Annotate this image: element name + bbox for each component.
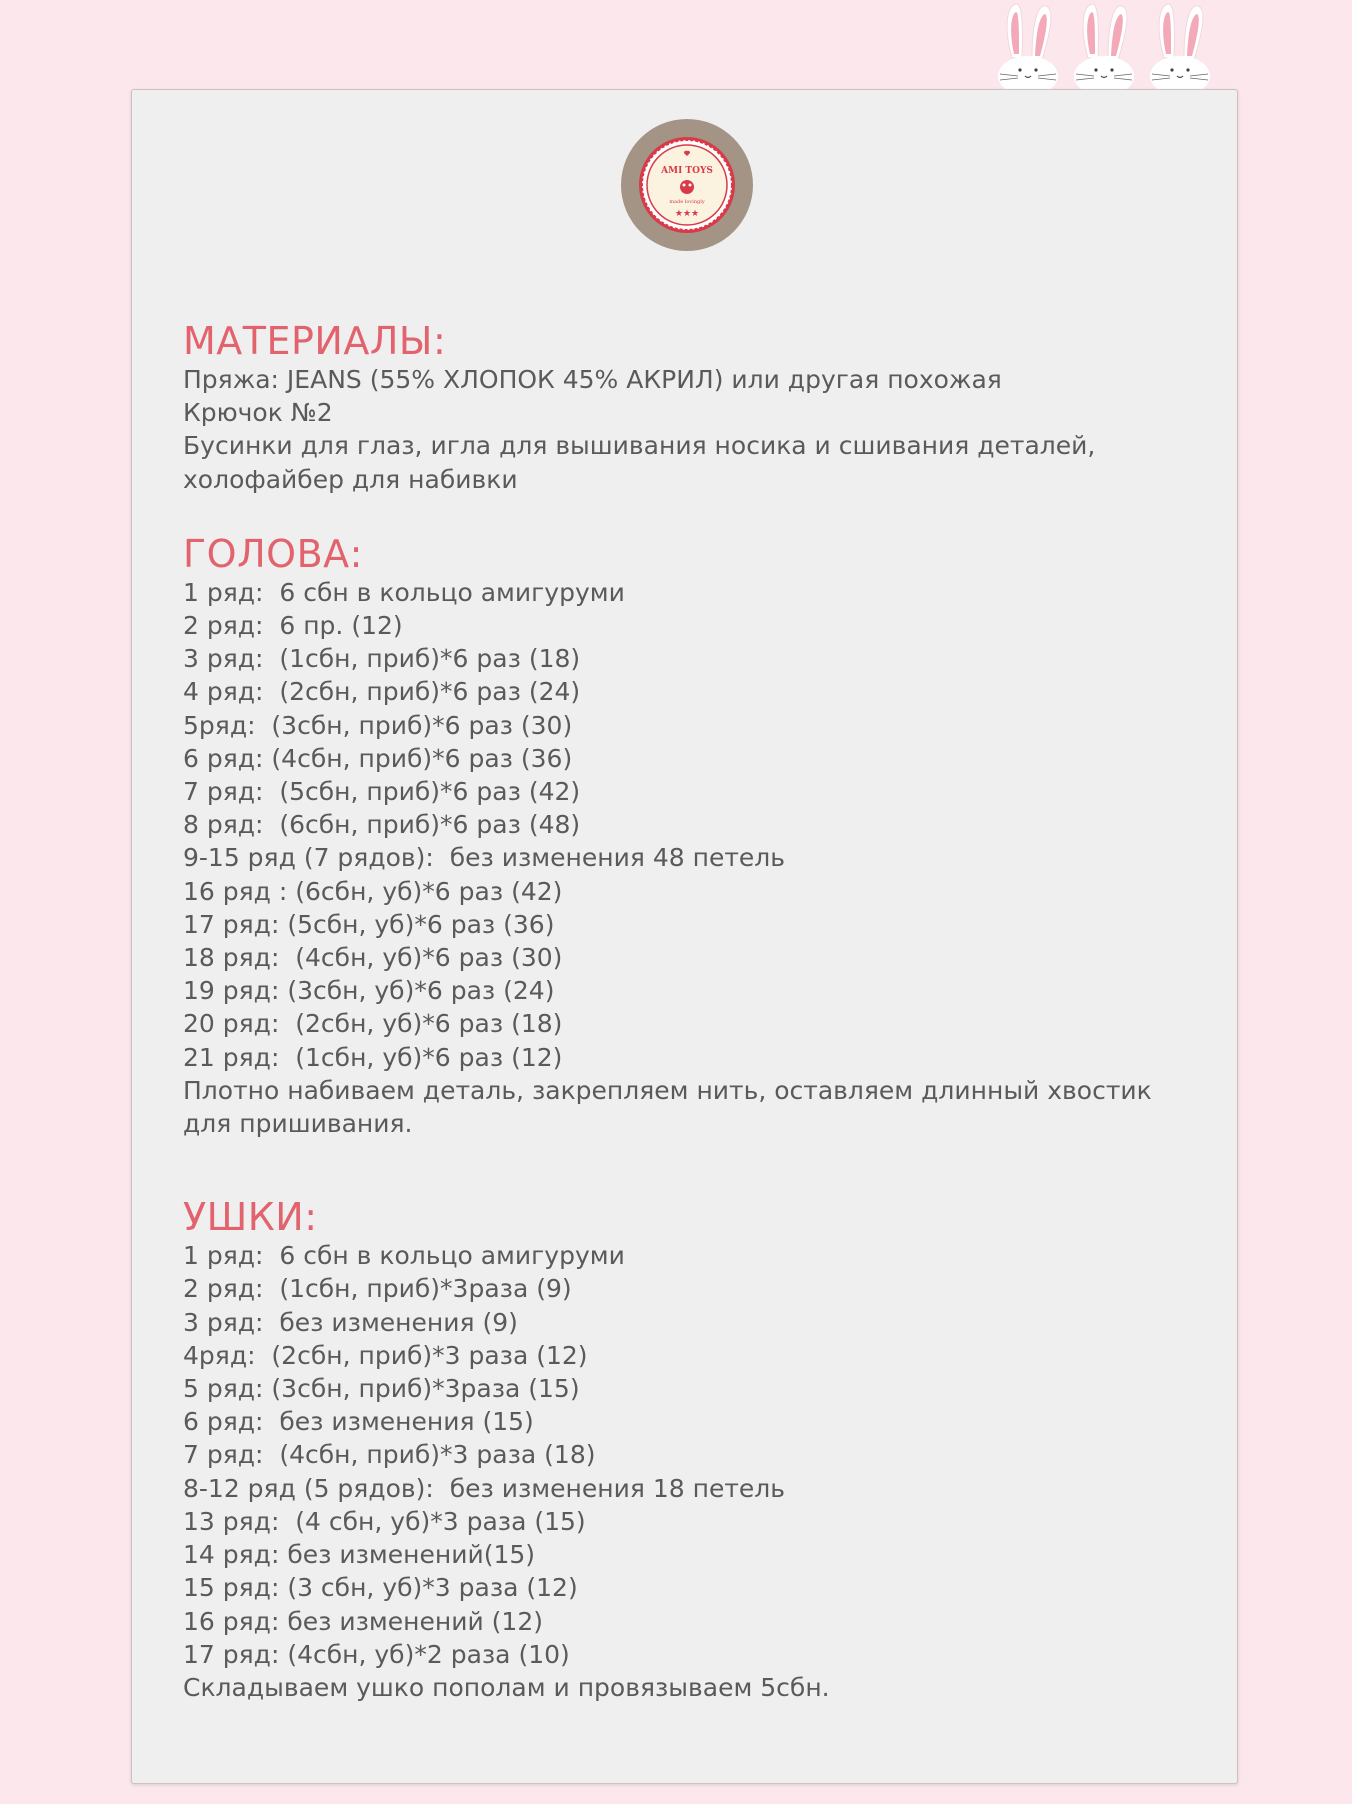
text-line: 4ряд: (2сбн, приб)*3 раза (12)	[183, 1340, 588, 1370]
text-line: Складываем ушко пополам и провязываем 5сбн.	[183, 1672, 830, 1702]
bunny-ears-icon	[992, 0, 1224, 92]
text-line: Крючок №2	[183, 398, 333, 428]
text-line: 14 ряд: без изменений(15)	[183, 1540, 536, 1570]
text-line: 1 ряд: 6 сбн в кольцо амигуруми	[183, 577, 625, 607]
ears-lines	[183, 1239, 1193, 1704]
text-line: 16 ряд : (6сбн, уб)*6 раз (42)	[183, 876, 563, 906]
text-line: 4 ряд: (2сбн, приб)*6 раз (24)	[183, 677, 581, 707]
text-line: 17 ряд: (4сбн, уб)*2 раза (10)	[183, 1639, 570, 1669]
materials-lines	[183, 363, 1193, 496]
text-line: 7 ряд: (5сбн, приб)*6 раз (42)	[183, 777, 581, 807]
text-line: 6 ряд: (4сбн, приб)*6 раз (36)	[183, 743, 573, 773]
text-line: 3 ряд: (1сбн, приб)*6 раз (18)	[183, 644, 581, 674]
materials-section	[183, 319, 1193, 496]
text-line: 19 ряд: (3сбн, уб)*6 раз (24)	[183, 976, 555, 1006]
text-line: 3 ряд: без изменения (9)	[183, 1307, 518, 1337]
text-line: 13 ряд: (4 сбн, уб)*3 раза (15)	[183, 1506, 586, 1536]
head-section	[183, 532, 1193, 1140]
pattern-content	[183, 319, 1193, 1704]
svg-text:★★★: ★★★	[674, 209, 700, 219]
text-line: 8-12 ряд (5 рядов): без изменения 18 петель	[183, 1473, 785, 1503]
head-lines	[183, 576, 1193, 1140]
section-title-ears: УШКИ:	[183, 1195, 318, 1240]
text-line: 2 ряд: 6 пр. (12)	[183, 611, 403, 641]
text-line: 2 ряд: (1сбн, приб)*3раза (9)	[183, 1274, 572, 1304]
section-title-head: ГОЛОВА:	[183, 531, 363, 576]
text-line: 5 ряд: (3сбн, приб)*3раза (15)	[183, 1374, 580, 1404]
ears-section	[183, 1195, 1193, 1704]
text-line: для пришивания.	[183, 1109, 413, 1139]
text-line: Бусинки для глаз, игла для вышивания носика и сшивания деталей,	[183, 431, 1096, 461]
pattern-card	[131, 89, 1238, 1784]
text-line: 21 ряд: (1сбн, уб)*6 раз (12)	[183, 1042, 563, 1072]
text-line: 16 ряд: без изменений (12)	[183, 1606, 543, 1636]
text-line: 15 ряд: (3 сбн, уб)*3 раза (12)	[183, 1573, 578, 1603]
svg-text:made lovingly: made lovingly	[669, 199, 705, 205]
text-line: 1 ряд: 6 сбн в кольцо амигуруми	[183, 1241, 625, 1271]
text-line: 9-15 ряд (7 рядов): без изменения 48 петель	[183, 843, 785, 873]
section-title-materials: МАТЕРИАЛЫ:	[183, 319, 447, 363]
text-line: холофайбер для набивки	[183, 464, 518, 494]
text-line: 6 ряд: без изменения (15)	[183, 1407, 534, 1437]
text-line: 8 ряд: (6сбн, приб)*6 раз (48)	[183, 810, 581, 840]
text-line: 7 ряд: (4сбн, приб)*3 раза (18)	[183, 1440, 596, 1470]
text-line: 18 ряд: (4сбн, уб)*6 раз (30)	[183, 943, 563, 973]
text-line: 20 ряд: (2сбн, уб)*6 раз (18)	[183, 1009, 563, 1039]
svg-text:AMI TOYS: AMI TOYS	[661, 166, 713, 176]
ami-toys-logo	[620, 118, 754, 252]
text-line: 17 ряд: (5сбн, уб)*6 раз (36)	[183, 909, 555, 939]
text-line: 5ряд: (3сбн, приб)*6 раз (30)	[183, 710, 573, 740]
text-line: Плотно набиваем деталь, закрепляем нить, оставляем длинный хвостик	[183, 1075, 1152, 1105]
text-line: Пряжа: JEANS (55% ХЛОПОК 45% АКРИЛ) или другая похожая	[183, 365, 1002, 394]
